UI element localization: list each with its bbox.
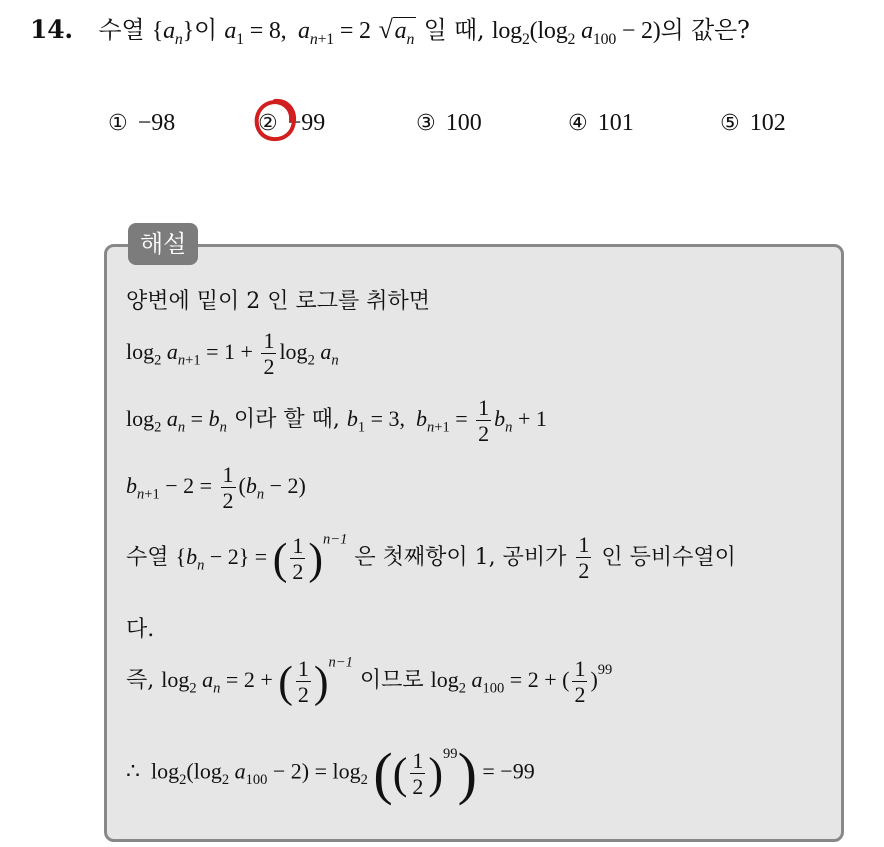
choice-1-circle: ① [108, 111, 128, 136]
choice-5[interactable] [720, 108, 786, 137]
choice-4-value: 101 [597, 110, 634, 136]
choice-5-circle: ⑤ [720, 111, 740, 136]
sequence-formula: $\{a_n\}$ [151, 18, 194, 49]
explanation-line-3-text: 이라 할 때, [233, 406, 340, 432]
question-text-3: 일 때, [423, 16, 485, 44]
explanation-line-1: 양변에 밑이 2 인 로그를 취하면 [126, 289, 430, 314]
choice-3-circle: ③ [416, 111, 436, 136]
question-text-2: 이 [193, 16, 217, 44]
choice-3[interactable] [416, 108, 482, 137]
initial-term: $a_1 = 8$, $a_{n+1} = 2$ $√a_n$ [224, 15, 415, 49]
question-text-4: 의 값은? [660, 16, 750, 44]
choice-4[interactable] [568, 108, 634, 137]
explanation-line-7-b: 이므로 [359, 667, 424, 693]
fraction-half: $\frac{1}{2}$ [263, 328, 275, 380]
choice-2[interactable] [258, 108, 325, 137]
choice-1[interactable] [108, 108, 175, 137]
explanation-line-5-c: 인 등비수열이 [601, 544, 736, 570]
explanation-line-4: $b_{n+1} - 2$ = $\frac{1}{2}$ $(b_n - 2)$ [126, 462, 306, 514]
choice-1-value: −98 [137, 110, 176, 136]
explanation-line-5-b: 은 첫째항이 1, 공비가 [354, 544, 567, 570]
explanation-line-8: ∴ $\log_2(\log_2$ $a_{100} - 2) = \log_2$ (( $\frac{1}{2}$ )$^{99}$) = −99 [126, 741, 535, 806]
choice-2-circle: ② [258, 111, 278, 136]
question [30, 10, 870, 49]
explanation-line-5: 수열 $\{b_n - 2\}$ = ( $\frac{1}{2}$ )$^{n-1}$ 은 첫째항이 1, 공비가 $\frac{1}{2}$ 인 등비수열이 [126, 531, 736, 585]
target-expression: $\log_2(\log_2$ $a_{100} - 2$) [491, 18, 661, 49]
choice-2-value: −99 [287, 110, 326, 136]
explanation-line-7: 즉, $\log_2 a_n = 2$ + ( $\frac{1}{2}$ )$^{n-1}$ 이므로 $\log_2 a_{100} = 2$ + ( $\frac{1}{2}$ )$^{99}$ [126, 654, 613, 708]
explanation-line-2: $\log_2 a_{n+1} = 1$ + $\frac{1}{2}$ $\log_2 a_n$ [126, 328, 339, 380]
explanation-line-5-a: 수열 [126, 544, 169, 570]
question-text-1: 수열 [98, 16, 145, 44]
explanation-line-7-a: 즉, [126, 667, 155, 693]
choice-4-circle: ④ [568, 111, 588, 136]
explanation-line-3: $\log_2 a_n = b_n$ 이라 할 때, $b_1 = 3$, $b_{n+1}$ = $\frac{1}{2}$ $b_n + 1$ [126, 395, 547, 447]
explanation-line-6: 다. [126, 617, 155, 642]
question-number: 14. [30, 15, 73, 44]
final-answer: = −99 [482, 758, 535, 784]
choice-3-value: 100 [445, 110, 482, 136]
explanation-tag: 해설 [128, 223, 198, 265]
choice-5-value: 102 [749, 110, 786, 136]
